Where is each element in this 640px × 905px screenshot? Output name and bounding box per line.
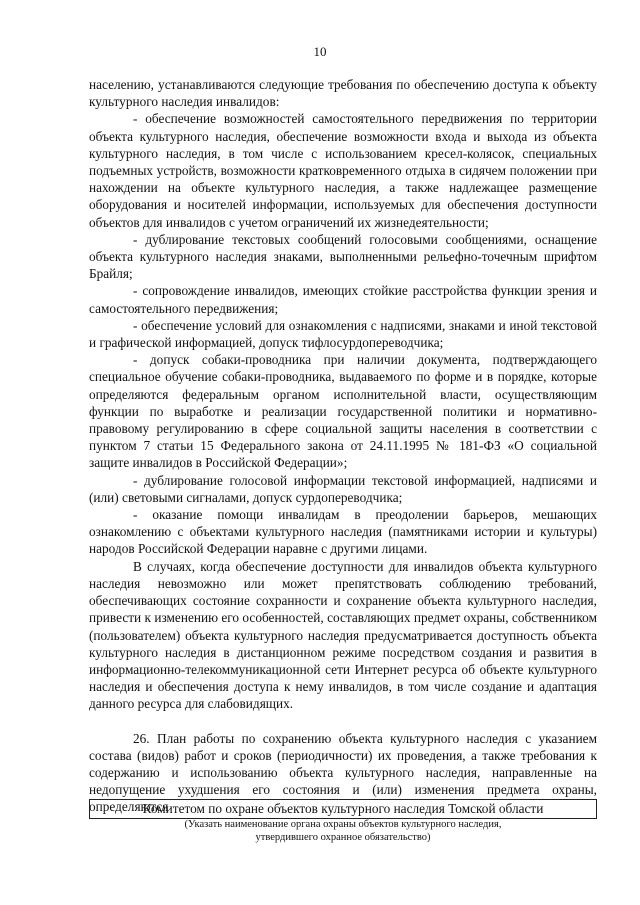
- list-item: - допуск собаки-проводника при наличии документа, подтверждающего специальное обучение собаки-проводника, выдаваемого по форме и в порядке, которые определяются федеральным органом исполнительной власти, осуществляющим функции по выработке и реализации государственной политики и нормативно-правовому регулированию в сфере социальной защиты населения в соответствии с пунктом 7 статьи 15 Федерального закона от 24.11.1995 № 181-ФЗ «О социальной защите инвалидов в Российской Федерации»;: [89, 352, 597, 471]
- page-number: 10: [313, 44, 327, 59]
- list-item: - обеспечение условий для ознакомления с надписями, знаками и иной текстовой и графической информацией, допуск тифлосурдопереводчика;: [89, 317, 597, 351]
- list-item: - обеспечение возможностей самостоятельного передвижения по территории объекта культурного наследия, обеспечение возможности входа и выхода из объекта культурного наследия, в том числе с использованием кресел-колясок, специальных подъемных устройств, возможности кратковременного отдыха в сидячем положении при нахождении на объекте культурного наследия, а также надлежащее размещение оборудования и носителей информации, используемых для обеспечения доступности объектов для инвалидов с учетом ограничений их жизнедеятельности;: [89, 111, 597, 230]
- paragraph: В случаях, когда обеспечение доступности для инвалидов объекта культурного наследия невозможно или может препятствовать соблюдению требований, обеспечивающих состояние сохранности и сохранение объекта культурного наследия, привести к изменению его особенностей, составляющих предмет охраны, собственником (пользователем) объекта культурного наследия предусматривается доступность объекта культурного наследия в дистанционном режиме посредством создания и развития в информационно-телекоммуникационной сети Интернет ресурса об объекте культурного наследия и обеспечения доступа к нему инвалидов, в том числе создание и адаптация данного ресурса для слабовидящих.: [89, 558, 597, 712]
- caption-line: (Указать наименование органа охраны объектов культурного наследия,: [184, 819, 502, 830]
- document-body: [89, 76, 597, 816]
- list-item: - сопровождение инвалидов, имеющих стойкие расстройства функции зрения и самостоятельного передвижения;: [89, 283, 597, 316]
- list-item: - дублирование голосовой информации текстовой информацией, надписями и (или) световыми сигналами, допуск сурдопереводчика;: [89, 472, 597, 505]
- caption-line: утвердившего охранное обязательство): [255, 831, 431, 843]
- paragraph: населению, устанавливаются следующие требования по обеспечению доступа к объекту культурного наследия инвалидов:: [89, 77, 597, 110]
- authority-caption: [89, 819, 597, 844]
- authority-field: Комитетом по охране объектов культурного наследия Томской области: [89, 799, 597, 819]
- list-item: - дублирование текстовых сообщений голосовыми сообщениями, оснащение объекта культурного наследия знаками, выполненными рельефно-точечным шрифтом Брайля;: [89, 231, 597, 282]
- list-item: - оказание помощи инвалидам в преодолении барьеров, мешающих ознакомлению с объектами культурного наследия (памятниками истории и культуры) народов Российской Федерации наравне с другими лицами.: [89, 507, 597, 557]
- section-26-paragraph: 26. План работы по сохранению объекта культурного наследия с указанием состава (видов) работ и сроков (периодичности) их проведения, а также требования к содержанию и использованию объекта культурного наследия, направленные на недопущение ухудшения его состояния и (или) изменения предмета охраны, определяются: [89, 730, 597, 815]
